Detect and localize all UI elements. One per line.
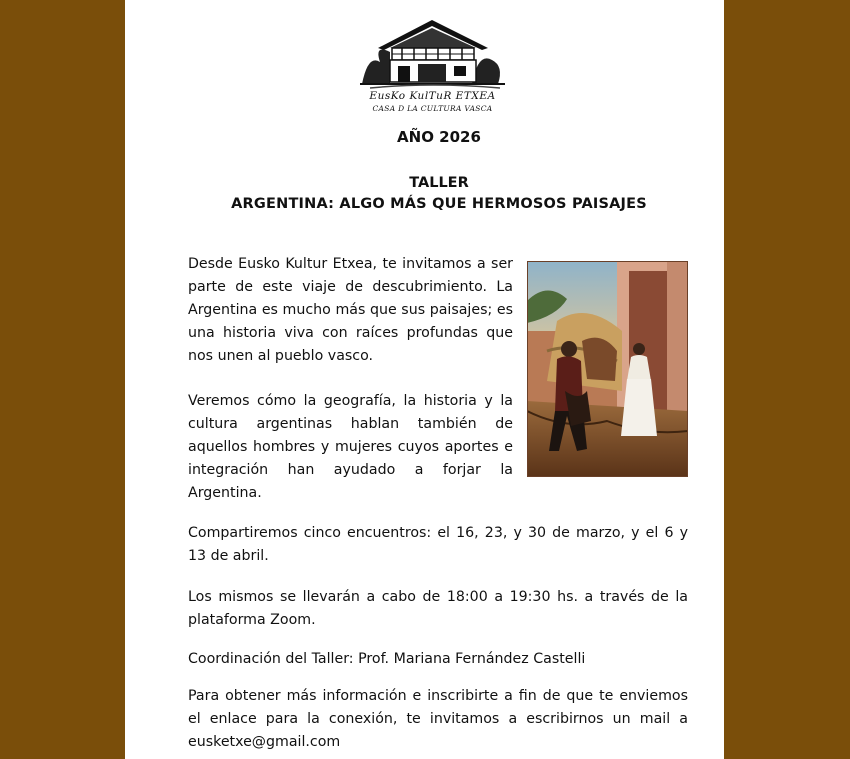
intro-paragraph: Desde Eusko Kultur Etxea, te invitamos a ser parte de este viaje de descubrimiento. La Argentina es mucho más que sus paisajes; es una historia viva con raíces profundas que nos unen al pueblo vasco.: [188, 256, 513, 364]
schedule-paragraph: Los mismos se llevarán a cabo de 18:00 a 19:30 hs. a través de la plataforma Zoom.: [188, 589, 688, 628]
coordinator-paragraph: Coordinación del Taller: Prof. Mariana Fernández Castelli: [188, 651, 586, 667]
basque-house-icon: [360, 14, 505, 90]
flyer-page: [125, 0, 724, 759]
logo-subtitle: CASA D LA CULTURA VASCA: [372, 104, 493, 113]
painting-image: [527, 261, 688, 477]
logo-name: EusKo KulTuR ETXEA: [369, 90, 496, 102]
logo: [360, 14, 505, 122]
topics-paragraph: Veremos cómo la geografía, la historia y la cultura argentinas hablan también de aquellos hombres y mujeres cuyos aportes e integración han ayudado a forjar la Argentina.: [188, 393, 513, 501]
workshop-title: ARGENTINA: ALGO MÁS QUE HERMOSOS PAISAJES: [231, 196, 647, 212]
dates-paragraph: Compartiremos cinco encuentros: el 16, 23, y 30 de marzo, y el 6 y 13 de abril.: [188, 525, 688, 564]
workshop-label: TALLER: [409, 175, 469, 191]
contact-paragraph: Para obtener más información e inscribirte a fin de que te enviemos el enlace para la conexión, te invitamos a escribirnos un mail a eusketxe@gmail.com: [188, 688, 688, 750]
year-heading: AÑO 2026: [397, 128, 481, 146]
